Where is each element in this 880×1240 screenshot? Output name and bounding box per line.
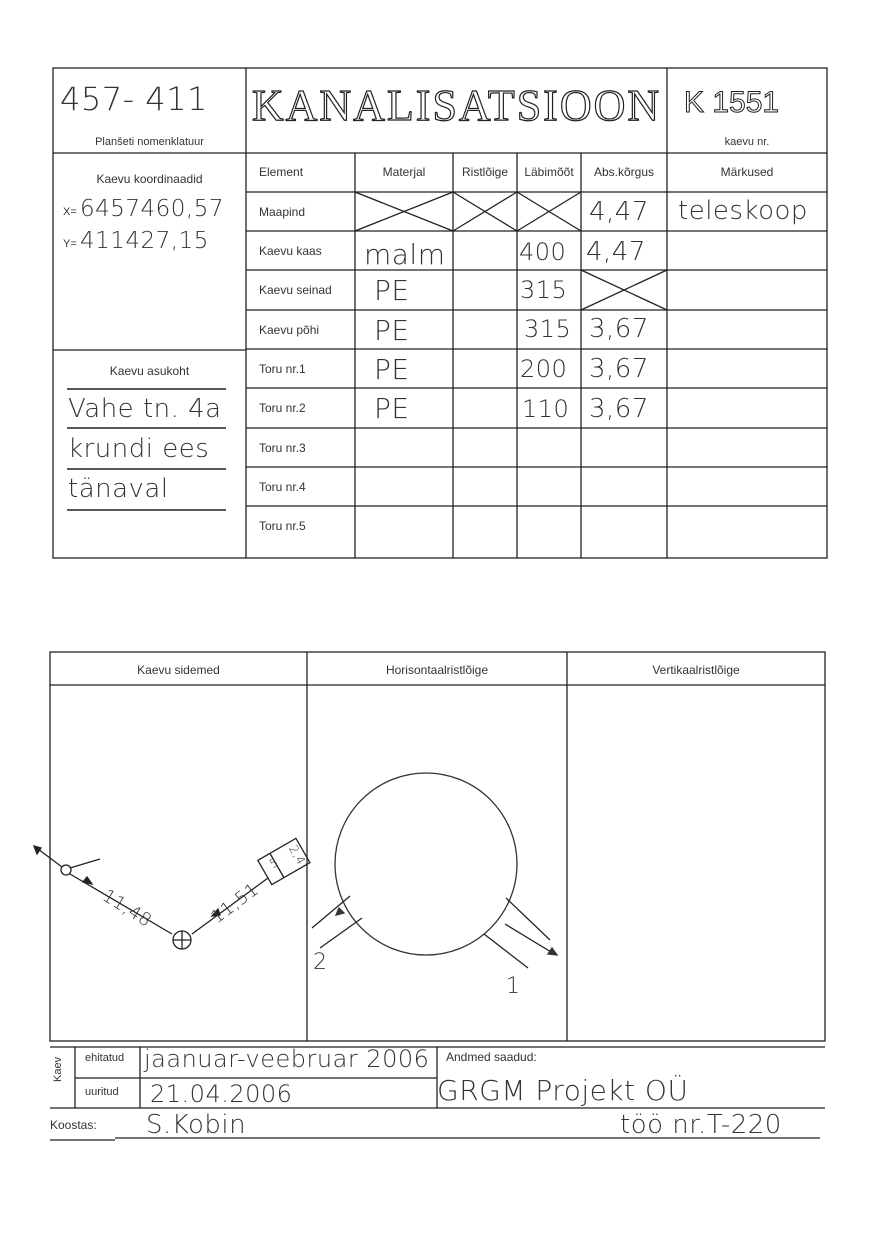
well-number-label: kaevu nr. [724,136,770,148]
distance-label-1: 11,48 [98,885,156,932]
sketch-header-connections: Kaevu sidemed [137,663,220,677]
page-title: KANALISATSIOON [251,81,662,130]
table-row-element: Maapind [259,205,306,219]
table-cell-diameter: 200 [520,355,568,383]
location-line: Vahe tn. 4a [68,394,222,424]
table-row-element: Kaevu põhi [259,323,320,337]
table-cell-height: 3,67 [589,394,649,424]
table-cell-height: 4,47 [589,197,649,227]
surveyed-label: uuritud [85,1086,119,1098]
box-label-s: 5 [267,854,282,872]
x-label: X= [63,206,77,218]
table-cell-height: 3,67 [589,314,649,344]
col-header-diameter: Läbimõõt [524,165,574,179]
data-source-label: Andmed saadud: [446,1050,537,1064]
location-line: tänaval [68,474,169,504]
col-header-material: Materjal [382,165,426,179]
table-row-element: Toru nr.4 [259,480,306,494]
x-value: 6457460,57 [80,196,225,222]
table-cell-notes: teleskoop [678,196,808,226]
table-cell-material: PE [374,274,410,307]
table-cell-diameter: 110 [522,395,570,423]
table-row-element: Kaevu seinad [259,283,332,297]
pipe-1-label: 1 [506,974,521,999]
table-cell-height: 4,47 [586,237,646,267]
table-cell-height: 3,67 [589,354,649,384]
sketch-header-vertical: Vertikaalristlõige [652,663,740,677]
connections-sketch [34,838,310,949]
surveyed-value: 21.04.2006 [150,1080,293,1108]
built-value: jaanuar-veebruar 2006 [144,1045,430,1073]
prepared-value: S.Kobin [146,1110,247,1140]
footer-side-label: Kaev [52,1056,64,1082]
table-row-element: Toru nr.2 [259,401,306,415]
sketch-header-horizontal: Horisontaalristlõige [385,663,489,677]
data-source-value: GRGM Projekt OÜ [437,1074,689,1107]
sketch-frame [50,652,825,1041]
table-cell-material: PE [374,353,410,386]
distance-label-2: 11,51 [207,878,263,929]
work-number: töö nr.T-220 [620,1110,782,1140]
table-row-element: Toru nr.3 [259,441,306,455]
location-line: krundi ees [68,434,210,464]
table-cell-diameter: 400 [519,238,567,266]
col-header-cross-section: Ristlõige [461,165,509,179]
col-header-notes: Märkused [720,165,774,179]
coordinates-label: Kaevu koordinaadid [96,172,203,186]
table-row-element: Toru nr.5 [259,519,306,533]
table-cell-material: PE [374,314,410,347]
table-cell-material: malm [364,238,446,271]
box-label-num: 2,4 [286,842,309,868]
table-row-element: Toru nr.1 [259,362,306,376]
table-cell-diameter: 315 [524,315,572,343]
col-header-element: Element [259,165,304,179]
table-cell-material: PE [374,392,410,425]
col-header-height: Abs.kõrgus [593,165,655,179]
nomenclature-value: 457- 411 [60,80,208,118]
table-cell-diameter: 315 [520,276,568,304]
y-label: Y= [63,238,77,250]
pipe-2-label: 2 [313,950,328,975]
prepared-label: Koostas: [50,1118,97,1132]
location-label: Kaevu asukoht [109,364,190,378]
table-row-element: Kaevu kaas [259,244,322,258]
nomenclature-label: Planšeti nomenklatuur [95,136,204,148]
horizontal-section-sketch [312,773,557,968]
built-label: ehitatud [85,1052,125,1064]
y-value: 411427,15 [80,228,209,254]
well-number-value: K 1551 [684,86,780,119]
